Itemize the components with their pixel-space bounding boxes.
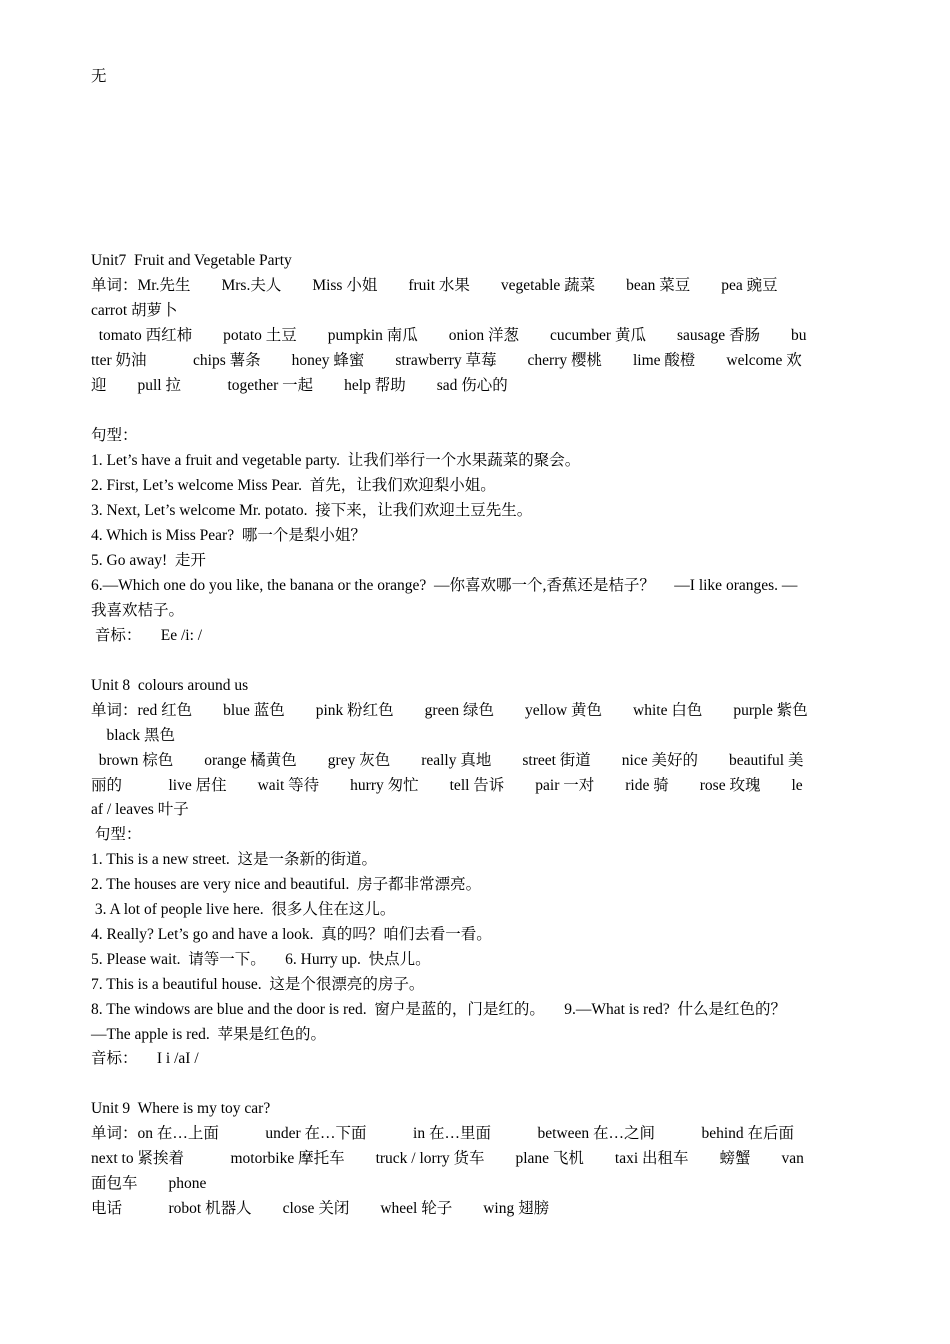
unit8-vocab-line: black 黑色 (91, 727, 175, 744)
unit8-sentence: —The apple is red. 苹果是红色的。 (91, 1026, 327, 1043)
unit8-sentence: 2. The houses are very nice and beautiful. 房子都非常漂亮。 (91, 876, 482, 893)
unit7-sentence: 3. Next, Let’s welcome Mr. potato. 接下来，让我们欢迎土豆先生。 (91, 502, 533, 519)
unit7-vocab-line: carrot 胡萝卜 (91, 302, 178, 319)
unit9-title: Unit 9 Where is my toy car? (91, 1100, 271, 1117)
unit9-vocab-line: 电话 robot 机器人 close 关闭 wheel 轮子 wing 翅膀 (91, 1200, 550, 1217)
unit8-vocab-line: brown 棕色 orange 橘黄色 grey 灰色 really 真地 street 街道 nice 美好的 beautiful 美 (91, 752, 804, 769)
unit7-sentence: 5. Go away! 走开 (91, 552, 206, 569)
unit7-sentence: 我喜欢桔子。 (91, 602, 185, 619)
unit8-vocab-line: af / leaves 叶子 (91, 801, 189, 818)
unit8-phonetics: 音标： I i /aI / (91, 1050, 199, 1067)
unit8-sentence: 4. Really? Let’s go and have a look. 真的吗？咱们去看一看。 (91, 926, 492, 943)
unit7-title: Unit7 Fruit and Vegetable Party (91, 252, 292, 269)
unit7-vocab-line: 迎 pull 拉 together 一起 help 帮助 sad 伤心的 (91, 377, 508, 394)
unit8-sentence: 5. Please wait. 请等一下。 6. Hurry up. 快点儿。 (91, 951, 431, 968)
unit7-vocab-line: tomato 西红柿 potato 土豆 pumpkin 南瓜 onion 洋葱 cucumber 黄瓜 sausage 香肠 bu (91, 327, 807, 344)
unit9-vocab-line: 单词：on 在…上面 under 在…下面 in 在…里面 between 在…之间 behind 在后面 (91, 1125, 795, 1142)
header-text: 无 (91, 68, 107, 85)
unit8-sentence: 1. This is a new street. 这是一条新的街道。 (91, 851, 378, 868)
unit8-vocab-line: 单词：red 红色 blue 蓝色 pink 粉红色 green 绿色 yellow 黄色 white 白色 purple 紫色 (91, 702, 808, 719)
unit7-vocab-line: 单词：Mr.先生 Mrs.夫人 Miss 小姐 fruit 水果 vegetable 蔬菜 bean 菜豆 pea 豌豆 (91, 277, 778, 294)
unit7-sentence: 6.—Which one do you like, the banana or the orange? —你喜欢哪一个,香蕉还是桔子？ —I like oranges. — (91, 577, 798, 594)
unit7-sentence: 1. Let’s have a fruit and vegetable party. 让我们举行一个水果蔬菜的聚会。 (91, 452, 581, 469)
unit7-sentence: 4. Which is Miss Pear? 哪一个是梨小姐？ (91, 527, 366, 544)
unit8-sentence: 7. This is a beautiful house. 这是个很漂亮的房子。 (91, 976, 425, 993)
unit9-vocab-line: next to 紧挨着 motorbike 摩托车 truck / lorry 货车 plane 飞机 taxi 出租车 螃蟹 van (91, 1150, 804, 1167)
unit8-vocab-line: 丽的 live 居住 wait 等待 hurry 匆忙 tell 告诉 pair 一对 ride 骑 rose 玫瑰 le (91, 777, 803, 794)
unit7-sentences-heading: 句型： (91, 427, 138, 444)
unit8-sentence: 3. A lot of people live here. 很多人住在这儿。 (91, 901, 396, 918)
unit8-sentence: 8. The windows are blue and the door is red. 窗户是蓝的，门是红的。 9.—What is red? 什么是红色的？ (91, 1001, 786, 1018)
unit8-sentences-heading: 句型： (91, 826, 142, 843)
unit7-sentence: 2. First, Let’s welcome Miss Pear. 首先，让我们欢迎梨小姐。 (91, 477, 496, 494)
unit7-vocab-line: tter 奶油 chips 薯条 honey 蜂蜜 strawberry 草莓 cherry 樱桃 lime 酸橙 welcome 欢 (91, 352, 802, 369)
unit7-phonetics: 音标： Ee /i: / (91, 627, 203, 644)
unit8-title: Unit 8 colours around us (91, 677, 249, 694)
unit9-vocab-line: 面包车 phone (91, 1175, 207, 1192)
